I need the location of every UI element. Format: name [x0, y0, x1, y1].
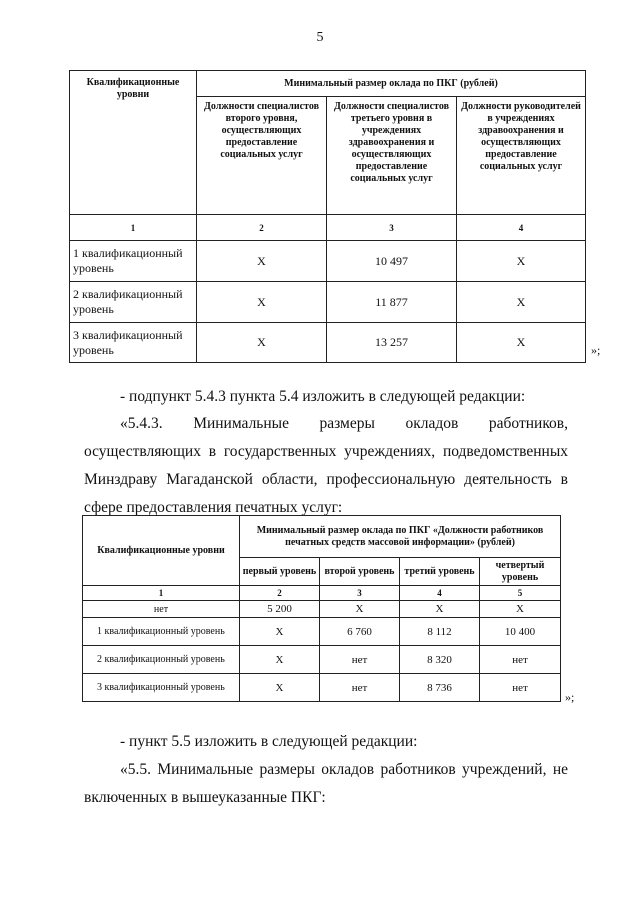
t1-level-cell: 3 квалификационный уровень [70, 323, 197, 363]
salary-table-social-services [69, 70, 586, 363]
t1-level-cell: 1 квалификационный уровень [70, 241, 197, 282]
table-row [83, 674, 561, 702]
t2-closing-quote: »; [565, 690, 575, 704]
page-number: 5 [316, 30, 324, 45]
t2-level-cell: 3 квалификационный уровень [83, 674, 240, 702]
t2-level-cell: нет [83, 601, 240, 618]
t2-value-cell: нет [320, 674, 400, 702]
t1-sub-header-2: Должности специалистов второго уровня, осуществляющих предоставление социальных услуг [197, 97, 327, 215]
t1-col-number: 3 [327, 215, 457, 241]
t1-group-header: Минимальный размер оклада по ПКГ (рублей) [197, 71, 586, 97]
t1-level-cell: 2 квалификационный уровень [70, 282, 197, 323]
t2-col-number: 2 [240, 586, 320, 601]
t1-value-cell: 10 497 [327, 241, 457, 282]
paragraph-subclause-543: - подпункт 5.4.3 пункта 5.4 изложить в следующей редакции: [120, 388, 526, 405]
t1-col-number: 2 [197, 215, 327, 241]
t2-value-cell: нет [320, 646, 400, 674]
t1-value-cell: 11 877 [327, 282, 457, 323]
t2-sub-header: второй уровень [320, 558, 400, 586]
paragraph-clause-55: - пункт 5.5 изложить в следующей редакции: [120, 733, 418, 750]
table-row [83, 601, 561, 618]
t2-value-cell: Х [400, 601, 480, 618]
t1-closing-quote: »; [591, 343, 601, 357]
t2-col-header-levels: Квалификационные уровни [83, 516, 240, 586]
t2-sub-header: четвертый уровень [480, 558, 561, 586]
t2-value-cell: нет [480, 674, 561, 702]
t1-value-cell: 13 257 [327, 323, 457, 363]
t2-value-cell: 10 400 [480, 618, 561, 646]
paragraph-543-text: «5.4.3. Минимальные размеры окладов работников, осуществляющих в государственных учреждениях, подведомственных Минздраву Магаданской области, профессиональную деятельность в сфере предоставления печатных услуг: [84, 415, 568, 516]
t2-col-number: 5 [480, 586, 561, 601]
t2-value-cell: нет [480, 646, 561, 674]
t2-sub-header: первый уровень [240, 558, 320, 586]
t2-value-cell: Х [320, 601, 400, 618]
paragraph-55-text: «5.5. Минимальные размеры окладов работников учреждений, не включенных в вышеуказанные ПКГ: [84, 761, 568, 806]
t2-value-cell: 5 200 [240, 601, 320, 618]
t2-value-cell: 8 112 [400, 618, 480, 646]
t1-value-cell: Х [197, 323, 327, 363]
table-row [70, 282, 586, 323]
t1-value-cell: Х [457, 323, 586, 363]
t1-value-cell: Х [197, 282, 327, 323]
t2-value-cell: 6 760 [320, 618, 400, 646]
t2-value-cell: Х [240, 646, 320, 674]
t1-value-cell: Х [197, 241, 327, 282]
t2-level-cell: 2 квалификационный уровень [83, 646, 240, 674]
t1-sub-header-4: Должности руководителей в учреждениях здравоохранения и осуществляющих предоставление социальных услуг [457, 97, 586, 215]
t2-level-cell: 1 квалификационный уровень [83, 618, 240, 646]
salary-table-print-media [82, 515, 561, 702]
t2-value-cell: 8 320 [400, 646, 480, 674]
t1-col-number: 4 [457, 215, 586, 241]
t1-col-number: 1 [70, 215, 197, 241]
table-row [83, 646, 561, 674]
t2-group-header: Минимальный размер оклада по ПКГ «Должности работников печатных средств массовой информации» (рублей) [240, 516, 561, 558]
t2-col-number: 3 [320, 586, 400, 601]
t2-value-cell: Х [240, 674, 320, 702]
t2-sub-header: третий уровень [400, 558, 480, 586]
t2-value-cell: 8 736 [400, 674, 480, 702]
table-row [83, 618, 561, 646]
t1-col-header-levels: Квалификационные уровни [70, 71, 197, 215]
table-row [70, 241, 586, 282]
t1-value-cell: Х [457, 241, 586, 282]
t1-value-cell: Х [457, 282, 586, 323]
t2-col-number: 1 [83, 586, 240, 601]
t2-value-cell: Х [480, 601, 561, 618]
table-row [70, 323, 586, 363]
t2-value-cell: Х [240, 618, 320, 646]
t2-col-number: 4 [400, 586, 480, 601]
t1-sub-header-3: Должности специалистов третьего уровня в учреждениях здравоохранения и осуществляющих предоставление социальных услуг [327, 97, 457, 215]
